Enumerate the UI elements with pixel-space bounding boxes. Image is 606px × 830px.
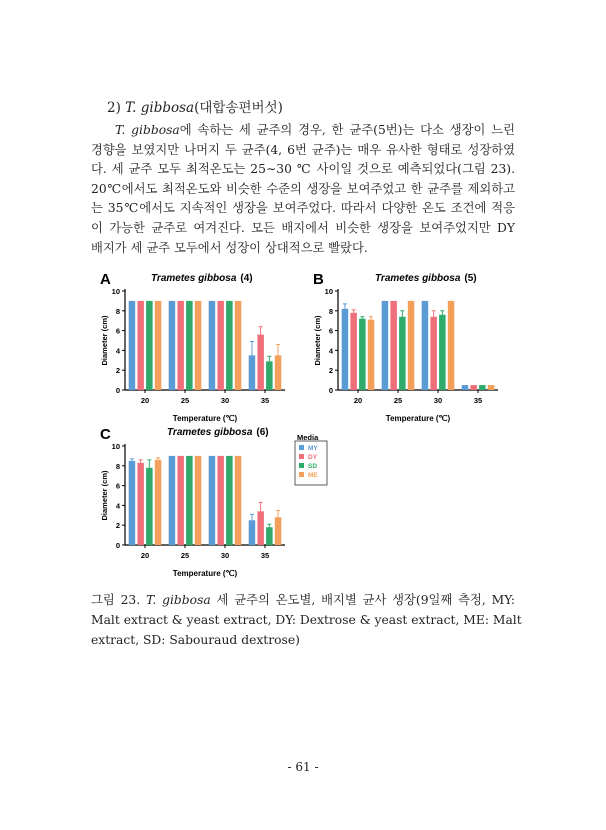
bar bbox=[488, 385, 495, 390]
y-tick-label: 8 bbox=[115, 306, 120, 316]
legend-swatch bbox=[299, 454, 304, 459]
bar bbox=[350, 313, 357, 390]
bar bbox=[266, 361, 273, 390]
y-tick-label: 0 bbox=[115, 541, 120, 550]
chart-title: Trametes gibbosa (4) bbox=[151, 273, 253, 284]
x-tick-label: 30 bbox=[433, 396, 443, 405]
y-tick-label: 0 bbox=[115, 386, 120, 395]
bar bbox=[408, 301, 415, 390]
y-tick-label: 2 bbox=[115, 521, 120, 531]
bar bbox=[195, 456, 202, 545]
caption-line: extract, SD: Sabouraud dextrose) bbox=[91, 633, 300, 647]
bar bbox=[169, 456, 176, 545]
chart-title: Trametes gibbosa (6) bbox=[167, 427, 269, 438]
paragraph-line: 배지가 세 균주 모두에서 성장이 상대적으로 빨랐다. bbox=[91, 240, 368, 255]
bar bbox=[439, 315, 446, 390]
legend-swatch bbox=[299, 445, 304, 450]
chart-title: Trametes gibbosa (5) bbox=[375, 273, 477, 284]
section-number: 2) bbox=[107, 100, 121, 116]
bar bbox=[235, 456, 242, 545]
bar bbox=[177, 301, 184, 390]
bar bbox=[155, 460, 162, 545]
caption-text: 세 균주의 온도별, 배지별 균사 생장(9일째 측정, MY: bbox=[210, 593, 515, 607]
bar bbox=[186, 301, 193, 390]
legend-label: MY bbox=[308, 445, 318, 452]
bar bbox=[399, 317, 406, 390]
x-tick-label: 30 bbox=[220, 551, 230, 560]
y-axis-label: Diameter (cm) bbox=[100, 315, 109, 366]
bar bbox=[217, 301, 224, 390]
panel-letter: C bbox=[100, 426, 111, 443]
paragraph-line: 경향을 보였지만 나머지 두 균주(4, 6번 균주)는 매우 유사한 형태로 성장하였 bbox=[91, 142, 515, 157]
bar bbox=[266, 527, 273, 545]
bar bbox=[342, 309, 349, 390]
paragraph-line: 는 35℃에서도 지속적인 생장을 보여주었다. 따라서 다양한 온도 조건에 적응 bbox=[91, 201, 515, 216]
bar bbox=[129, 301, 136, 390]
bar bbox=[462, 385, 469, 390]
panel-letter: B bbox=[313, 271, 324, 288]
bar bbox=[422, 301, 429, 390]
bar bbox=[430, 317, 437, 390]
chart-b-svg bbox=[308, 268, 508, 428]
chart-strain: (5) bbox=[464, 273, 477, 284]
x-tick-label: 30 bbox=[220, 396, 230, 405]
x-axis-label: Temperature (℃) bbox=[172, 414, 238, 423]
page-number: - 61 - bbox=[287, 760, 319, 774]
korean-name: (대합송편버섯) bbox=[194, 100, 283, 116]
bar bbox=[146, 468, 153, 545]
x-tick-label: 25 bbox=[393, 396, 403, 405]
chart-a-svg bbox=[95, 268, 295, 428]
figure-caption bbox=[91, 590, 522, 650]
y-axis-label: Diameter (cm) bbox=[100, 470, 109, 521]
paragraph-line: 다. 세 균주 모두 최적온도는 25∼30 ℃ 사이일 것으로 예측되었다(그림 23). bbox=[91, 162, 515, 177]
x-tick-label: 35 bbox=[260, 551, 270, 560]
x-tick-label: 20 bbox=[353, 396, 363, 405]
caption-species: T. gibbosa bbox=[145, 593, 211, 607]
bar bbox=[249, 355, 256, 390]
y-tick-label: 2 bbox=[328, 366, 333, 376]
x-tick-label: 25 bbox=[180, 396, 190, 405]
y-tick-label: 10 bbox=[111, 442, 120, 451]
bar bbox=[155, 301, 162, 390]
bar bbox=[137, 463, 144, 545]
legend-label: ME bbox=[308, 472, 318, 479]
bar bbox=[275, 517, 282, 545]
bar bbox=[129, 461, 136, 545]
x-tick-label: 20 bbox=[140, 396, 150, 405]
chart-strain: (6) bbox=[256, 427, 269, 438]
bar bbox=[226, 456, 233, 545]
bar bbox=[479, 385, 486, 390]
bar bbox=[359, 319, 366, 390]
legend-title: Media bbox=[297, 433, 319, 442]
y-tick-label: 4 bbox=[328, 346, 333, 356]
bar bbox=[209, 456, 216, 545]
y-tick-label: 0 bbox=[328, 386, 333, 395]
y-tick-label: 6 bbox=[115, 326, 120, 336]
bar bbox=[249, 520, 256, 545]
bar bbox=[382, 301, 389, 390]
body-paragraph bbox=[91, 121, 515, 258]
legend-swatch bbox=[299, 472, 304, 477]
x-tick-label: 25 bbox=[180, 551, 190, 560]
bar bbox=[226, 301, 233, 390]
chart-panel-a bbox=[95, 268, 295, 432]
panel-letter: A bbox=[100, 271, 111, 288]
species-italic: T. gibbosa bbox=[115, 123, 180, 137]
caption-line: Malt extract & yeast extract, DY: Dextrose & yeast extract, ME: Malt bbox=[91, 613, 522, 627]
bar bbox=[235, 301, 242, 390]
y-tick-label: 10 bbox=[111, 287, 120, 296]
y-tick-label: 10 bbox=[324, 287, 333, 296]
chart-strain: (4) bbox=[240, 273, 253, 284]
bar bbox=[137, 301, 144, 390]
x-axis-label: Temperature (℃) bbox=[172, 569, 238, 578]
x-tick-label: 20 bbox=[140, 551, 150, 560]
chart-c-svg bbox=[95, 423, 355, 583]
paragraph-line: 20℃에서도 최적온도와 비슷한 수준의 생장을 보여주었고 한 균주를 제외하고 bbox=[91, 181, 515, 196]
bar bbox=[390, 301, 397, 390]
bar bbox=[169, 301, 176, 390]
bar bbox=[195, 301, 202, 390]
bar bbox=[257, 335, 264, 390]
x-tick-label: 35 bbox=[260, 396, 270, 405]
legend-label: SD bbox=[308, 463, 318, 470]
y-tick-label: 6 bbox=[328, 326, 333, 336]
bar bbox=[470, 385, 477, 390]
legend-label: DY bbox=[308, 454, 318, 461]
bar bbox=[146, 301, 153, 390]
y-tick-label: 4 bbox=[115, 501, 120, 511]
chart-panel-b bbox=[308, 268, 508, 432]
y-axis-label: Diameter (cm) bbox=[313, 315, 322, 366]
y-tick-label: 8 bbox=[115, 461, 120, 471]
paragraph-line: 이 가능한 균주로 여겨진다. 모든 배지에서 비슷한 생장을 보여주었지만 DY bbox=[91, 220, 515, 235]
bar bbox=[217, 456, 224, 545]
bar bbox=[368, 320, 375, 390]
paragraph-line-text: 에 속하는 세 균주의 경우, 한 균주(5번)는 다소 생장이 느린 bbox=[179, 123, 516, 137]
y-tick-label: 4 bbox=[115, 346, 120, 356]
caption-prefix: 그림 23. bbox=[91, 593, 146, 607]
y-tick-label: 2 bbox=[115, 366, 120, 376]
x-tick-label: 35 bbox=[473, 396, 483, 405]
bar bbox=[209, 301, 216, 390]
bar bbox=[448, 301, 455, 390]
y-tick-label: 8 bbox=[328, 306, 333, 316]
y-tick-label: 6 bbox=[115, 481, 120, 491]
paragraph-line bbox=[91, 121, 515, 141]
bar bbox=[257, 511, 264, 545]
bar bbox=[275, 355, 282, 390]
caption-line bbox=[91, 590, 515, 610]
bar bbox=[186, 456, 193, 545]
legend-swatch bbox=[299, 463, 304, 468]
x-axis-label: Temperature (℃) bbox=[385, 414, 451, 423]
species-name: T. gibbosa bbox=[125, 100, 195, 116]
bar bbox=[177, 456, 184, 545]
section-heading bbox=[107, 96, 283, 116]
chart-panel-c bbox=[95, 423, 355, 587]
